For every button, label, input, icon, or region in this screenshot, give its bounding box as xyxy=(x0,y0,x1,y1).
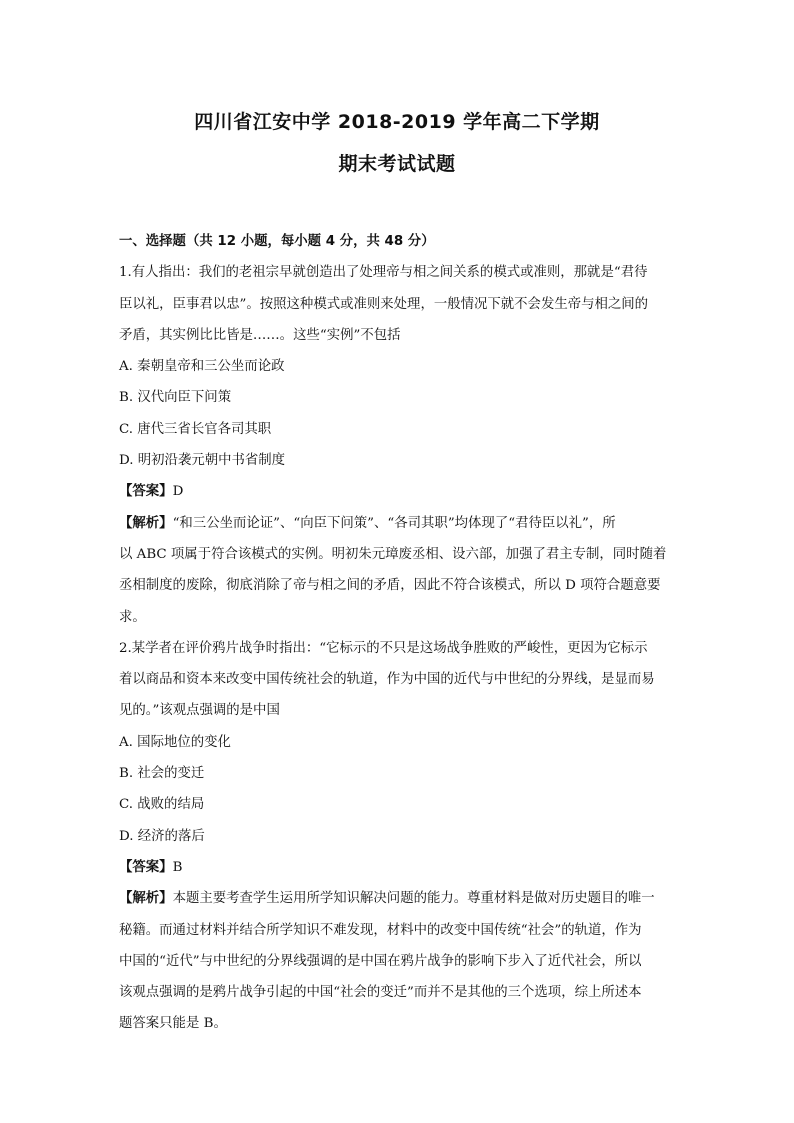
option-b: B. 社会的变迁 xyxy=(119,766,205,782)
answer-value: D xyxy=(172,484,184,500)
exam-content xyxy=(119,226,679,1040)
section-heading: 一、选择题（共 12 小题，每小题 4 分，共 48 分） xyxy=(119,234,435,249)
question-1 xyxy=(119,257,679,633)
answer-line xyxy=(119,852,679,883)
analysis-line: 求。 xyxy=(119,609,146,625)
question-stem-line: 2.某学者在评价鸦片战争时指出：“它标示的不只是这场战争胜败的严峻性，更因为它标示 xyxy=(119,640,648,656)
analysis-text: 本题主要考查学生运用所学知识解决问题的能力。尊重材料是做对历史题目的唯一 xyxy=(172,891,655,907)
question-stem-line: 着以商品和资本来改变中国传统社会的轨道，作为中国的近代与中世纪的分界线，是显而易 xyxy=(119,672,655,688)
exam-title-line1: 四川省江安中学 2018-2019 学年高二下学期 xyxy=(194,111,600,133)
question-stem-line: 见的。”该观点强调的是中国 xyxy=(119,703,280,719)
analysis-line: 丞相制度的废除，彻底消除了帝与相之间的矛盾，因此不符合该模式，所以 D 项符合题意要 xyxy=(119,578,661,594)
question-2 xyxy=(119,633,679,1040)
analysis-line: 秘籍。而通过材料并结合所学知识不难发现，材料中的改变中国传统“社会”的轨道，作为 xyxy=(119,922,642,938)
answer-label: 【答案】 xyxy=(119,859,173,875)
answer-line xyxy=(119,476,679,507)
option-d: D. 明初沿袭元朝中书省制度 xyxy=(119,453,286,469)
analysis-line: 中国的“近代”与中世纪的分界线强调的是中国在鸦片战争的影响下步入了近代社会，所以 xyxy=(119,953,642,969)
option-b: B. 汉代向臣下问策 xyxy=(119,390,232,406)
analysis-label: 【解析】 xyxy=(119,515,173,531)
question-stem-line: 矛盾，其实例比比皆是……。这些“实例”不包括 xyxy=(119,327,401,343)
analysis-line: 该观点强调的是鸦片战争引起的中国“社会的变迁”而并不是其他的三个选项，综上所述本 xyxy=(119,985,642,1001)
analysis-line xyxy=(119,883,679,914)
analysis-text: “和三公坐而论证”、“向臣下问策”、“各司其职”均体现了“君待臣以礼”，所 xyxy=(172,515,616,531)
option-d: D. 经济的落后 xyxy=(119,828,205,844)
answer-label: 【答案】 xyxy=(119,484,173,500)
option-c: C. 战败的结局 xyxy=(119,797,205,813)
analysis-label: 【解析】 xyxy=(119,891,173,907)
option-a: A. 国际地位的变化 xyxy=(119,734,231,750)
exam-title-line2: 期末考试试题 xyxy=(338,153,456,175)
analysis-line: 以 ABC 项属于符合该模式的实例。明初朱元璋废丞相、设六部，加强了君主专制，同时随着 xyxy=(119,546,667,562)
analysis-line: 题答案只能是 B。 xyxy=(119,1016,227,1032)
option-a: A. 秦朝皇帝和三公坐而论政 xyxy=(119,359,285,375)
question-stem-line: 臣以礼，臣事君以忠”。按照这种模式或准则来处理，一般情况下就不会发生帝与相之间的 xyxy=(119,296,649,312)
answer-value: B xyxy=(172,859,183,875)
option-c: C. 唐代三省长官各司其职 xyxy=(119,421,272,437)
question-stem-line: 1.有人指出：我们的老祖宗早就创造出了处理帝与相之间关系的模式或准则，那就是“君待 xyxy=(119,265,648,281)
analysis-line xyxy=(119,508,679,539)
